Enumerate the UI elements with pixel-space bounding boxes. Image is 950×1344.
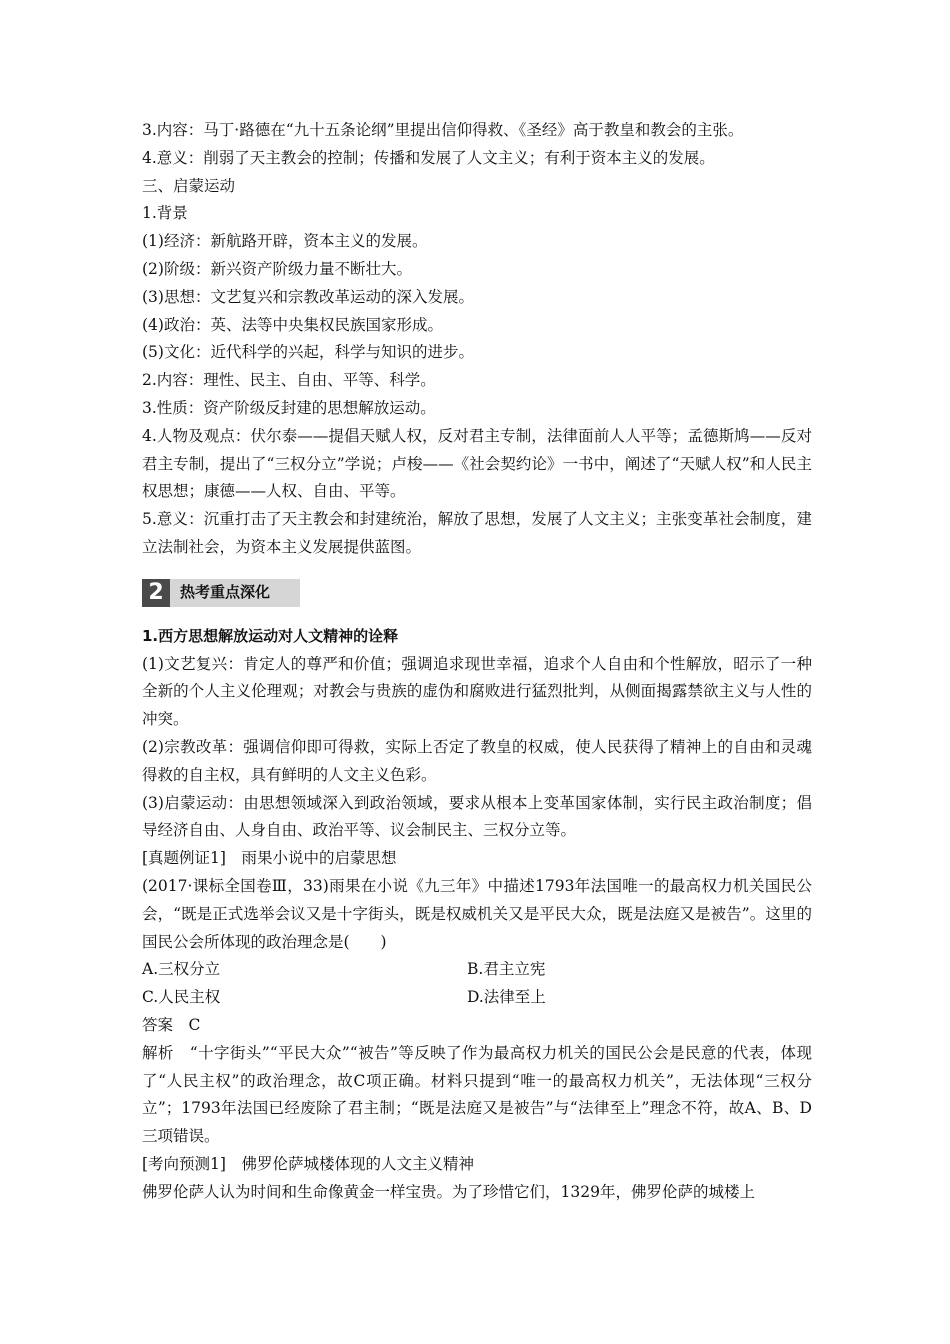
text-line: 3.内容：马丁·路德在“九十五条论纲”里提出信仰得救、《圣经》高于教皇和教会的主张。 <box>142 121 744 139</box>
text-line: (1)经济：新航路开辟，资本主义的发展。 <box>142 232 428 251</box>
section-title: 热考重点深化 <box>170 579 300 607</box>
significance-paragraph: 5.意义：沉重打击了天主教会和封建统治，解放了思想，发展了人文主义；主张变革社会制度，建立法制社会，为资本主义发展提供蓝图。 <box>142 510 812 556</box>
answer: 答案 C <box>142 1015 201 1034</box>
option-b: B.君主立宪 <box>467 960 546 979</box>
option-d: D.法律至上 <box>467 988 546 1007</box>
text-line: 4.意义：削弱了天主教会的控制；传播和发展了人文主义；有利于资本主义的发展。 <box>142 148 715 167</box>
section-header <box>142 579 300 607</box>
forecast-text: 佛罗伦萨人认为时间和生命像黄金一样宝贵。为了珍惜它们，1329年，佛罗伦萨的城楼上 <box>142 1182 755 1201</box>
example-question: (2017·课标全国卷Ⅲ，33)雨果在小说《九三年》中描述1793年法国唯一的最高权力机关国民公会，“既是正式选举会议又是十字街头，既是权威机关又是平民大众，既是法庭又是被告”。这里的国民公会所体现的政治理念是( ) <box>142 876 812 951</box>
example-title: [真题例证1] 雨果小说中的启蒙思想 <box>142 849 397 868</box>
subheading: 1.西方思想解放运动对人文精神的诠释 <box>142 626 399 645</box>
reformation-paragraph: (2)宗教改革：强调信仰即可得救，实际上否定了教皇的权威，使人民获得了精神上的自由和灵魂得救的自主权，具有鲜明的人文主义色彩。 <box>142 737 812 784</box>
renaissance-paragraph: (1)文艺复兴：肯定人的尊严和价值；强调追求现世幸福，追求个人自由和个性解放，昭示了一种全新的个人主义伦理观；对教会与贵族的虚伪和腐败进行猛烈批判，从侧面揭露禁欲主义与人性的冲突。 <box>142 654 812 729</box>
text-line: 三、启蒙运动 <box>142 176 236 195</box>
text-line: 1.背景 <box>142 204 188 223</box>
section-number: 2 <box>142 579 170 607</box>
text-line: (3)思想：文艺复兴和宗教改革运动的深入发展。 <box>142 287 474 306</box>
analysis-paragraph: 解析 “十字街头”“平民大众”“被告”等反映了作为最高权力机关的国民公会是民意的代表，体现了“人民主权”的政治理念，故C项正确。材料只提到“唯一的最高权力机关”，无法体现“三权分立”；1793年法国已经废除了君主制；“既是法庭又是被告”与“法律至上”理念不符，故A、B、D三项错误。 <box>142 1043 812 1146</box>
figures-paragraph: 4.人物及观点：伏尔泰——提倡天赋人权，反对君主专制，法律面前人人平等；孟德斯鸠——反对君主专制，提出了“三权分立”学说；卢梭——《社会契约论》一书中，阐述了“天赋人权”和人民主权思想；康德——人权、自由、平等。 <box>142 426 812 501</box>
forecast-title: [考向预测1] 佛罗伦萨城楼体现的人文主义精神 <box>142 1154 474 1173</box>
text-line: (5)文化：近代科学的兴起，科学与知识的进步。 <box>142 343 474 362</box>
option-c: C.人民主权 <box>142 988 221 1007</box>
options-row <box>142 956 812 984</box>
document-body <box>142 117 812 1206</box>
option-a: A.三权分立 <box>142 960 221 979</box>
enlightenment-paragraph: (3)启蒙运动：由思想领域深入到政治领域，要求从根本上变革国家体制，实行民主政治制度；倡导经济自由、人身自由、政治平等、议会制民主、三权分立等。 <box>142 793 812 840</box>
text-line: 3.性质：资产阶级反封建的思想解放运动。 <box>142 398 436 417</box>
text-line: (4)政治：英、法等中央集权民族国家形成。 <box>142 315 443 334</box>
options-row <box>142 984 812 1012</box>
text-line: 2.内容：理性、民主、自由、平等、科学。 <box>142 371 436 390</box>
text-line: (2)阶级：新兴资产阶级力量不断壮大。 <box>142 259 412 278</box>
